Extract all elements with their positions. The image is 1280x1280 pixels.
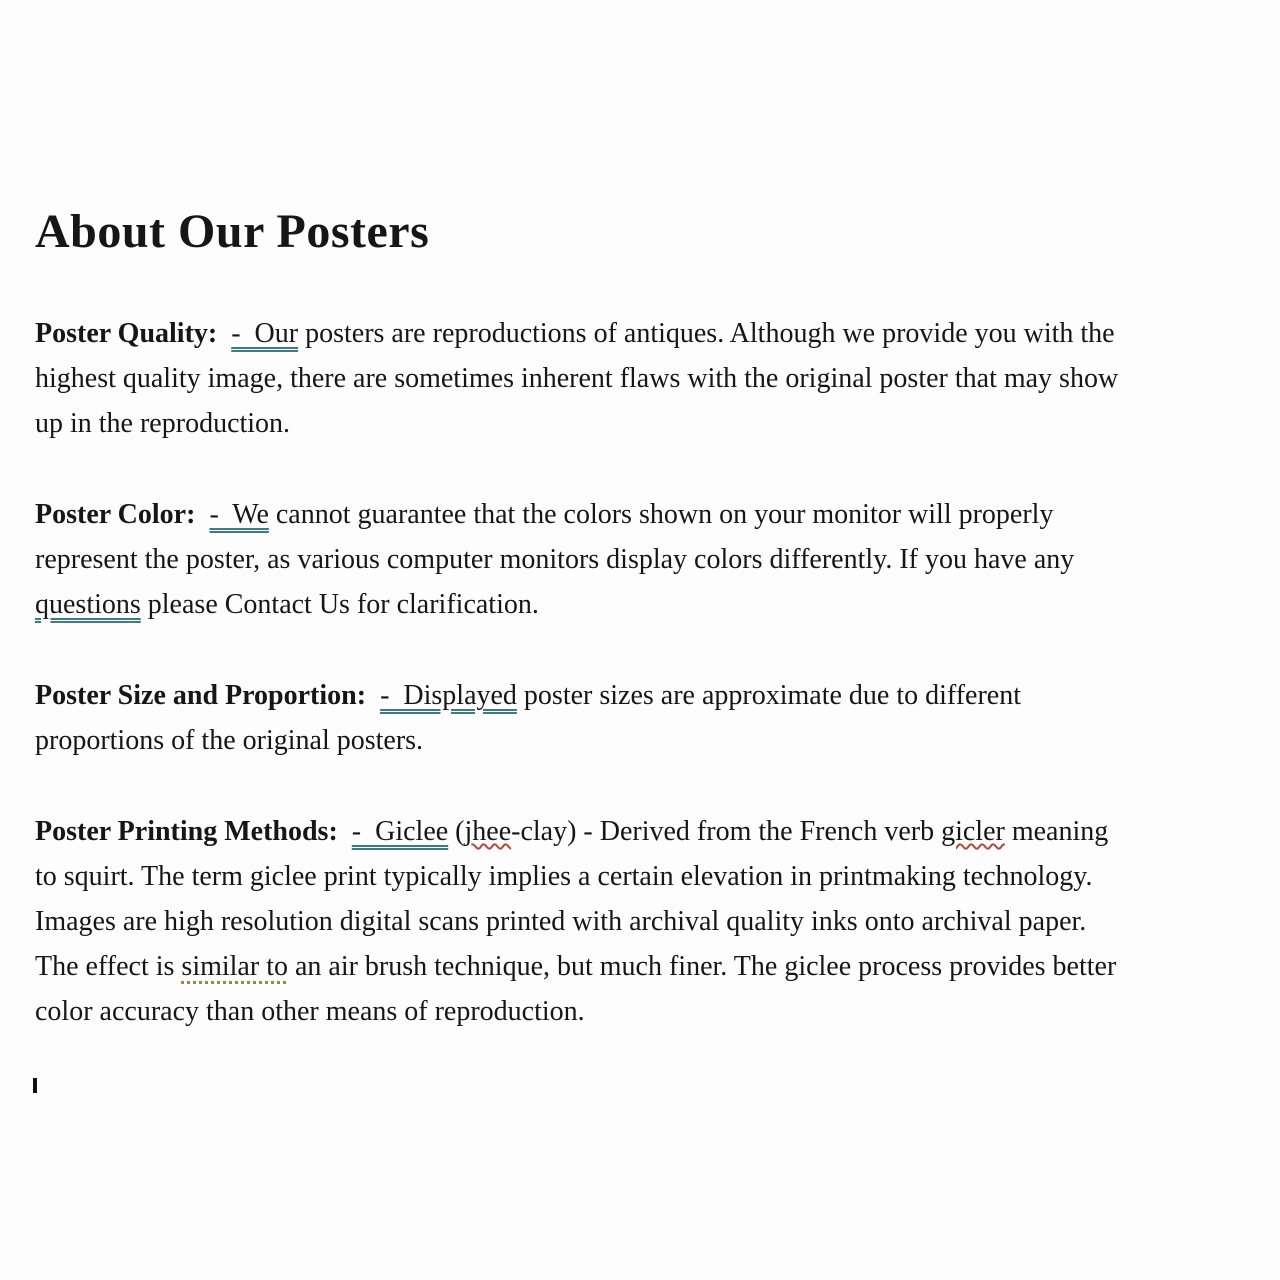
text-line <box>35 673 1245 718</box>
page-title: About Our Posters <box>35 205 430 258</box>
body-text: proportions of the original posters. <box>35 725 424 756</box>
body-text <box>195 499 209 530</box>
linked-text[interactable]: - Displayed <box>380 680 517 711</box>
misspelled-word: jhee <box>464 816 512 847</box>
text-line <box>35 311 1245 356</box>
body-text: ( <box>448 816 465 847</box>
paragraph-label: Poster Size and Proportion: <box>35 680 367 711</box>
text-line <box>35 989 1245 1034</box>
body-text: please Contact Us for clarification. <box>140 589 539 620</box>
body-text: an air brush technique, but much finer. The giclee process provides better <box>287 951 1117 982</box>
body-text: -clay) - Derived from the French verb <box>511 816 942 847</box>
body-text <box>338 816 352 847</box>
text-line <box>35 944 1245 989</box>
body-text: up in the reproduction. <box>35 408 291 439</box>
body-text: meaning <box>1004 816 1109 847</box>
misspelled-word: gicler <box>941 816 1005 847</box>
linked-text[interactable]: - Our <box>231 318 299 349</box>
document-content <box>35 203 1245 1080</box>
text-line <box>35 854 1245 899</box>
text-line <box>35 582 1245 627</box>
linked-text[interactable]: questions <box>35 589 141 620</box>
text-line <box>35 401 1245 446</box>
text-line <box>35 356 1245 401</box>
body-text: represent the poster, as various computer monitors display colors differently. If you have any <box>35 544 1075 575</box>
linked-text[interactable]: - We <box>209 499 269 530</box>
text-line <box>35 899 1245 944</box>
body-text: posters are reproductions of antiques. Although we provide you with the <box>298 318 1115 349</box>
stray-cursor-mark <box>33 1078 37 1093</box>
body-text <box>366 680 380 711</box>
linked-text[interactable]: - Giclee <box>351 816 449 847</box>
text-line <box>35 809 1245 854</box>
body-text: The effect is <box>35 951 182 982</box>
body-text: highest quality image, there are sometimes inherent flaws with the original poster that may show <box>35 363 1119 394</box>
paragraph-label: Poster Quality: <box>35 318 218 349</box>
text-line <box>35 537 1245 582</box>
body-text: poster sizes are approximate due to different <box>516 680 1021 711</box>
body-text: color accuracy than other means of reproduction. <box>35 996 585 1027</box>
body-text: Images are high resolution digital scans printed with archival quality inks onto archival paper. <box>35 906 1087 937</box>
text-line <box>35 492 1245 537</box>
paragraph <box>35 673 1245 763</box>
paragraph <box>35 809 1245 1034</box>
body-text: to squirt. The term giclee print typically implies a certain elevation in printmaking technology. <box>35 861 1093 892</box>
text-line <box>35 718 1245 763</box>
body-text <box>217 318 231 349</box>
paragraph-label: Poster Printing Methods: <box>35 816 338 847</box>
paragraph-label: Poster Color: <box>35 499 196 530</box>
body-text: cannot guarantee that the colors shown on your monitor will properly <box>268 499 1054 530</box>
document-body <box>35 311 1245 1034</box>
grammar-flagged-text: similar to <box>181 951 288 982</box>
paragraph <box>35 492 1245 627</box>
paragraph <box>35 311 1245 446</box>
